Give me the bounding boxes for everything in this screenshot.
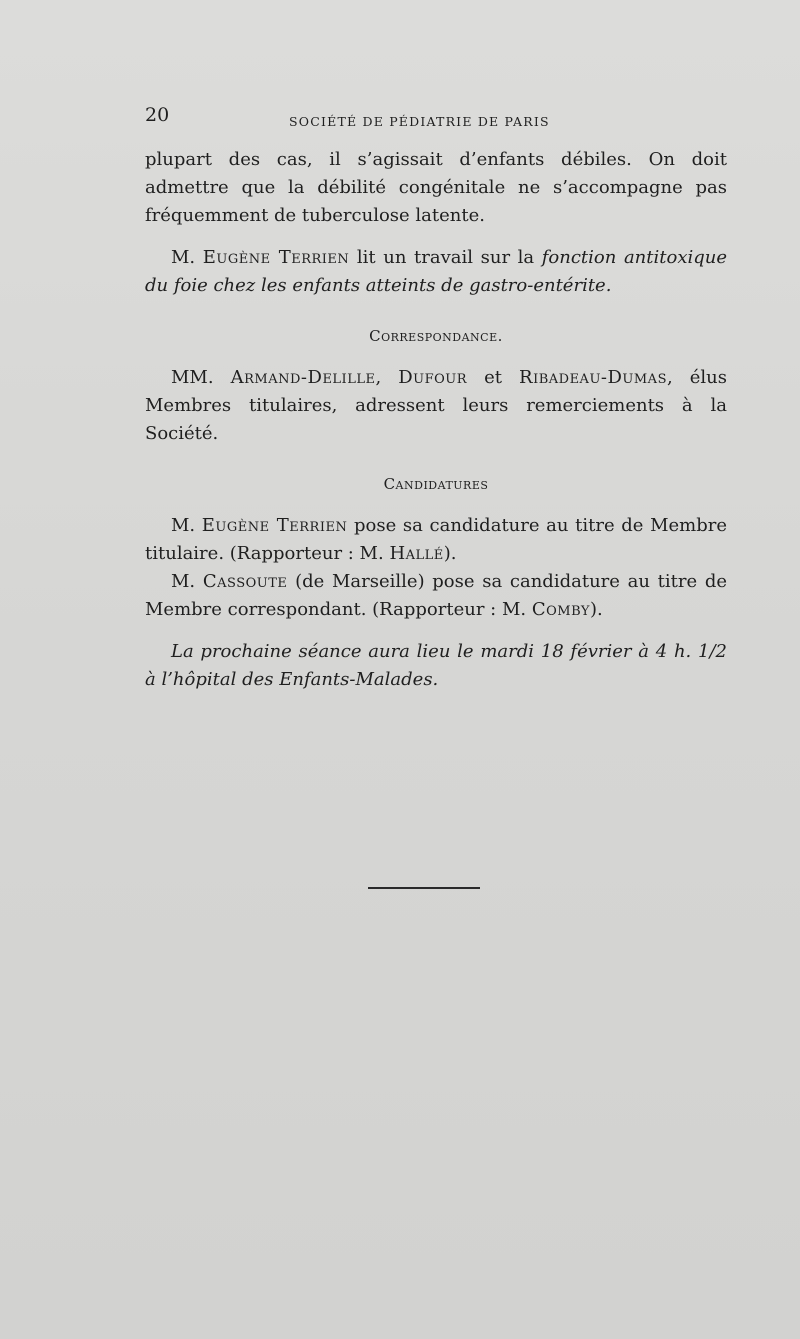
- text-suffix: ).: [589, 599, 603, 620]
- text-middle: lit un travail sur la: [349, 247, 542, 268]
- paragraph-next-session: La prochaine séance aura lieu le mardi 18 février à 4 h. 1/2 à l’hôpital des Enfants-Malades.: [145, 641, 727, 690]
- separator-1: ,: [375, 367, 399, 388]
- closing-rule: [368, 887, 480, 889]
- paragraph-terrien-travail: [145, 244, 727, 300]
- running-title: SOCIÉTÉ DE PÉDIATRIE DE PARIS: [289, 114, 550, 129]
- author-name: Eugène Terrien: [202, 247, 350, 268]
- rapporteur-name: Hallé: [389, 543, 444, 564]
- paragraph-candidature-cassoute: [145, 568, 727, 624]
- text-prefix: MM.: [171, 367, 231, 388]
- text-block: [145, 146, 727, 694]
- text-prefix: M.: [171, 571, 203, 592]
- paragraph-correspondance: [145, 364, 727, 448]
- work-title: fonction antitoxique du foie chez les enfants atteints de gastro-entérite.: [145, 247, 728, 296]
- text-middle: (de Marseille) pose sa candidature au titre de Membre correspondant. (Rapporteur : M.: [145, 571, 728, 620]
- member-name-3: Ribadeau-Dumas: [519, 367, 667, 388]
- paragraph-candidature-terrien: [145, 512, 727, 568]
- running-head: [145, 104, 725, 134]
- text-middle: pose sa candidature au titre de Membre titulaire. (Rapporteur : M.: [145, 515, 728, 564]
- separator-2: et: [467, 367, 520, 388]
- text-suffix: , élus Membres titulaires, adressent leurs remerciements à la Société.: [145, 367, 727, 444]
- text-prefix: M.: [171, 247, 203, 268]
- section-heading-candidatures: Candidatures: [383, 475, 489, 493]
- rapporteur-name: Comby: [531, 599, 590, 620]
- text-prefix: M.: [171, 515, 202, 536]
- section-heading-correspondance: Correspondance.: [369, 327, 503, 345]
- candidate-name: Eugène Terrien: [201, 515, 348, 536]
- text-suffix: ).: [443, 543, 457, 564]
- candidate-name: Cassoute: [202, 571, 288, 592]
- paragraph-debilite: plupart des cas, il s’agissait d’enfants débiles. On doit admettre que la débilité congénitale ne s’accompagne pas fréquemment de tuberculose latente.: [145, 149, 727, 226]
- page-number: 20: [145, 104, 170, 126]
- member-name-1: Armand-Delille: [230, 367, 376, 388]
- member-name-2: Dufour: [398, 367, 468, 388]
